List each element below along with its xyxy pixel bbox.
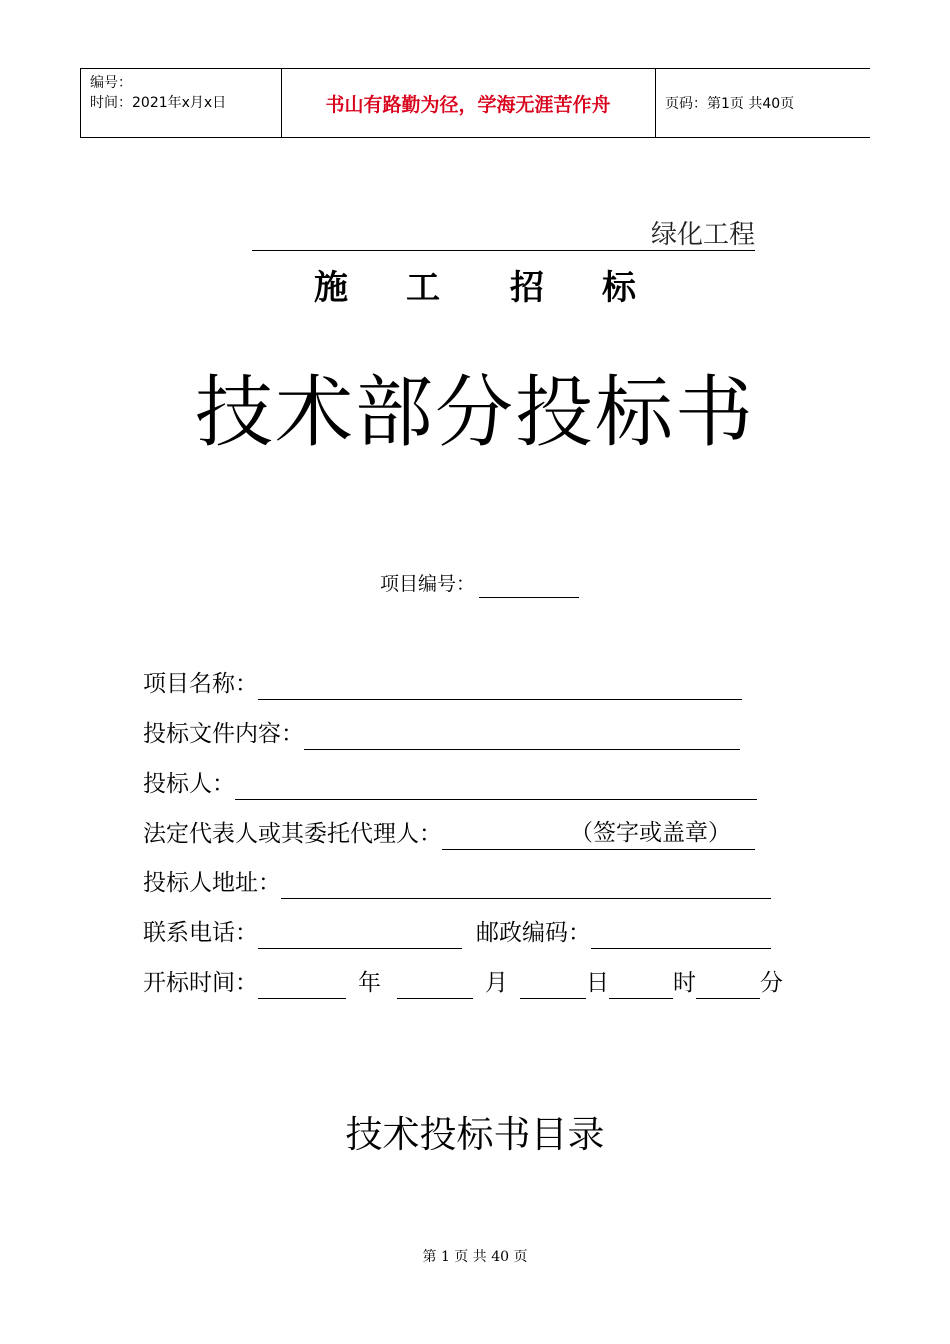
field-label: 投标人：	[143, 771, 235, 797]
minute-blank[interactable]	[696, 974, 760, 999]
subtitle-char: 工	[406, 268, 440, 308]
unit-month: 月	[485, 970, 508, 996]
unit-hour: 时	[673, 970, 696, 996]
field-label: 法定代表人或其委托代理人：	[143, 821, 442, 847]
subtitle-char: 招	[510, 268, 544, 308]
project-type-line	[252, 220, 755, 251]
header-motto: 书山有路勤为径，学海无涯苦作舟	[325, 93, 611, 116]
field-label: 投标文件内容：	[143, 721, 304, 747]
unit-day: 日	[586, 970, 609, 996]
subtitle-char: 施	[314, 268, 348, 308]
field-contact	[143, 917, 771, 949]
doc-number-label: 编号：	[90, 75, 132, 91]
header-divider	[655, 69, 656, 137]
field-label: 联系电话：	[143, 920, 258, 946]
hour-blank[interactable]	[609, 974, 673, 999]
legal-rep-blank[interactable]	[442, 817, 755, 850]
field-label: 投标人地址：	[143, 870, 281, 896]
field-bidder-address	[143, 867, 771, 899]
project-name-blank[interactable]	[258, 675, 742, 700]
doc-time-label: 时间：2021年x月x日	[90, 95, 227, 111]
field-bid-content	[143, 718, 740, 750]
project-type: 绿化工程	[650, 220, 755, 250]
header-meta	[90, 73, 226, 113]
unit-year: 年	[358, 970, 381, 996]
project-number-blank[interactable]	[479, 577, 579, 598]
subtitle-char: 标	[602, 268, 636, 308]
field-bidder	[143, 768, 757, 800]
bid-content-blank[interactable]	[304, 725, 740, 750]
field-label: 邮政编码：	[476, 920, 591, 946]
header-divider	[80, 69, 81, 137]
seal-note: （签字或盖章）	[570, 820, 731, 846]
project-number-label: 项目编号：	[380, 573, 476, 595]
project-number	[380, 570, 579, 598]
day-blank[interactable]	[520, 974, 586, 999]
field-project-name	[143, 668, 742, 700]
field-label: 项目名称：	[143, 671, 258, 697]
phone-blank[interactable]	[258, 924, 462, 949]
bidder-blank[interactable]	[235, 775, 757, 800]
page-footer: 第 1 页 共 40 页	[422, 1249, 528, 1265]
header-page-info: 页码：第1页 共40页	[665, 96, 795, 112]
bidder-address-blank[interactable]	[281, 874, 771, 899]
year-blank[interactable]	[258, 974, 346, 999]
toc-title: 技术投标书目录	[345, 1113, 605, 1156]
postcode-blank[interactable]	[591, 924, 771, 949]
month-blank[interactable]	[397, 974, 473, 999]
main-title: 技术部分投标书	[194, 368, 755, 458]
subtitle	[0, 266, 950, 310]
page-header	[80, 68, 870, 138]
field-label: 开标时间：	[143, 970, 258, 996]
field-legal-rep	[143, 817, 755, 850]
unit-minute: 分	[760, 970, 783, 996]
field-open-time	[143, 967, 783, 999]
